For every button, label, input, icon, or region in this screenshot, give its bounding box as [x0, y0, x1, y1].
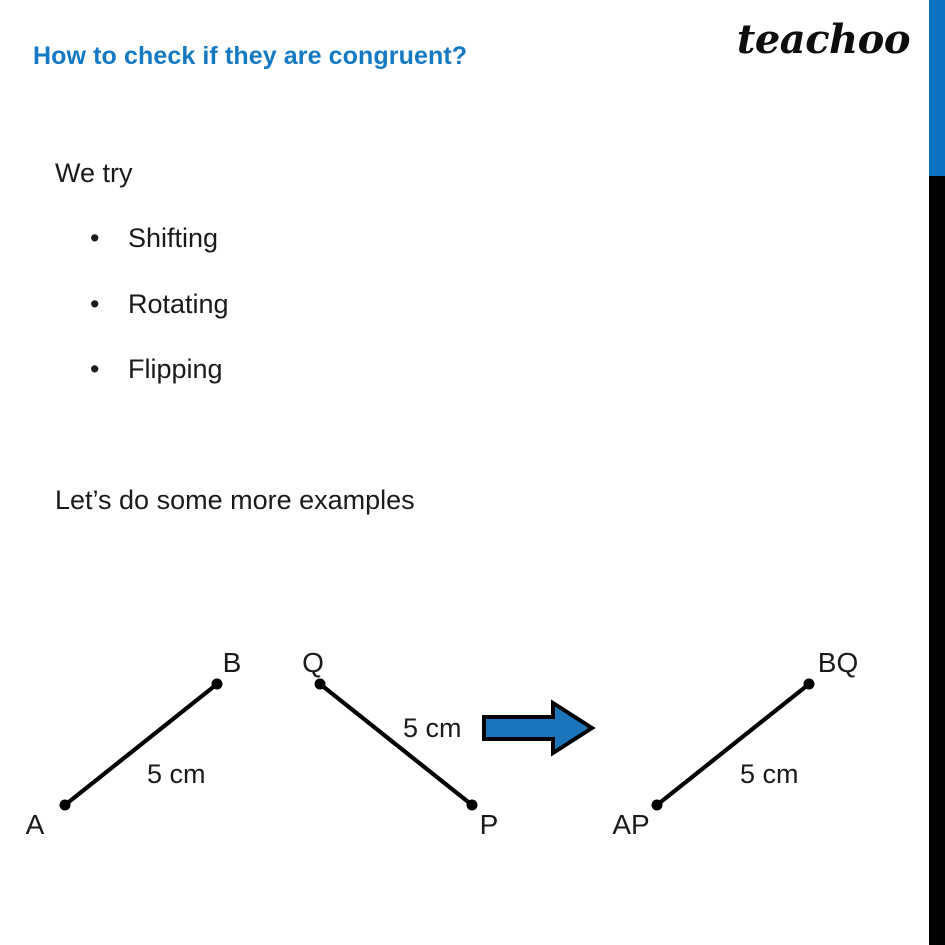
- segment-apbq: [612, 647, 858, 840]
- bullet-label: Flipping: [128, 354, 223, 384]
- segment-ab-endpoint-b-dot: [212, 679, 223, 690]
- segment-qp-line: [320, 684, 472, 805]
- segment-apbq-length-label: 5 cm: [740, 759, 799, 789]
- segment-qp: [302, 647, 498, 840]
- bullet-item-shifting: [90, 223, 218, 254]
- figure-svg: [0, 600, 929, 890]
- segment-qp-length-label: 5 cm: [403, 713, 462, 743]
- segment-apbq-endpoint-bq-dot: [804, 679, 815, 690]
- page-title: How to check if they are congruent?: [33, 42, 468, 70]
- bullet-marker-icon: •: [90, 289, 100, 319]
- right-arrow-shape: [484, 703, 592, 753]
- segment-ab-label-b: B: [222, 647, 242, 678]
- edge-strip-black: [929, 176, 945, 945]
- bullet-item-flipping: [90, 354, 223, 385]
- closing-text: Let’s do some more examples: [55, 485, 415, 515]
- edge-strip-blue: [929, 0, 945, 176]
- intro-text: We try: [55, 158, 133, 188]
- segment-ab-length-label: 5 cm: [147, 759, 206, 789]
- bullet-marker-icon: •: [90, 223, 100, 253]
- brand-logo-teachoo: teachoo: [736, 16, 910, 63]
- bullet-marker-icon: •: [90, 354, 100, 384]
- segment-apbq-endpoint-ap-dot: [652, 800, 663, 811]
- geometry-figure: [0, 600, 929, 890]
- segment-apbq-label-ap: AP: [612, 809, 650, 840]
- segment-qp-label-p: P: [479, 809, 499, 840]
- bullet-label: Shifting: [128, 223, 219, 253]
- segment-apbq-label-bq: BQ: [817, 647, 859, 678]
- segment-ab: [26, 647, 242, 840]
- segment-ab-endpoint-a-dot: [60, 800, 71, 811]
- segment-qp-endpoint-p-dot: [467, 800, 478, 811]
- segment-qp-endpoint-q-dot: [315, 679, 326, 690]
- right-arrow-icon: [484, 703, 592, 753]
- segment-ab-label-a: A: [25, 809, 45, 840]
- bullet-label: Rotating: [128, 289, 229, 319]
- bullet-item-rotating: [90, 289, 229, 320]
- segment-qp-label-q: Q: [302, 647, 324, 678]
